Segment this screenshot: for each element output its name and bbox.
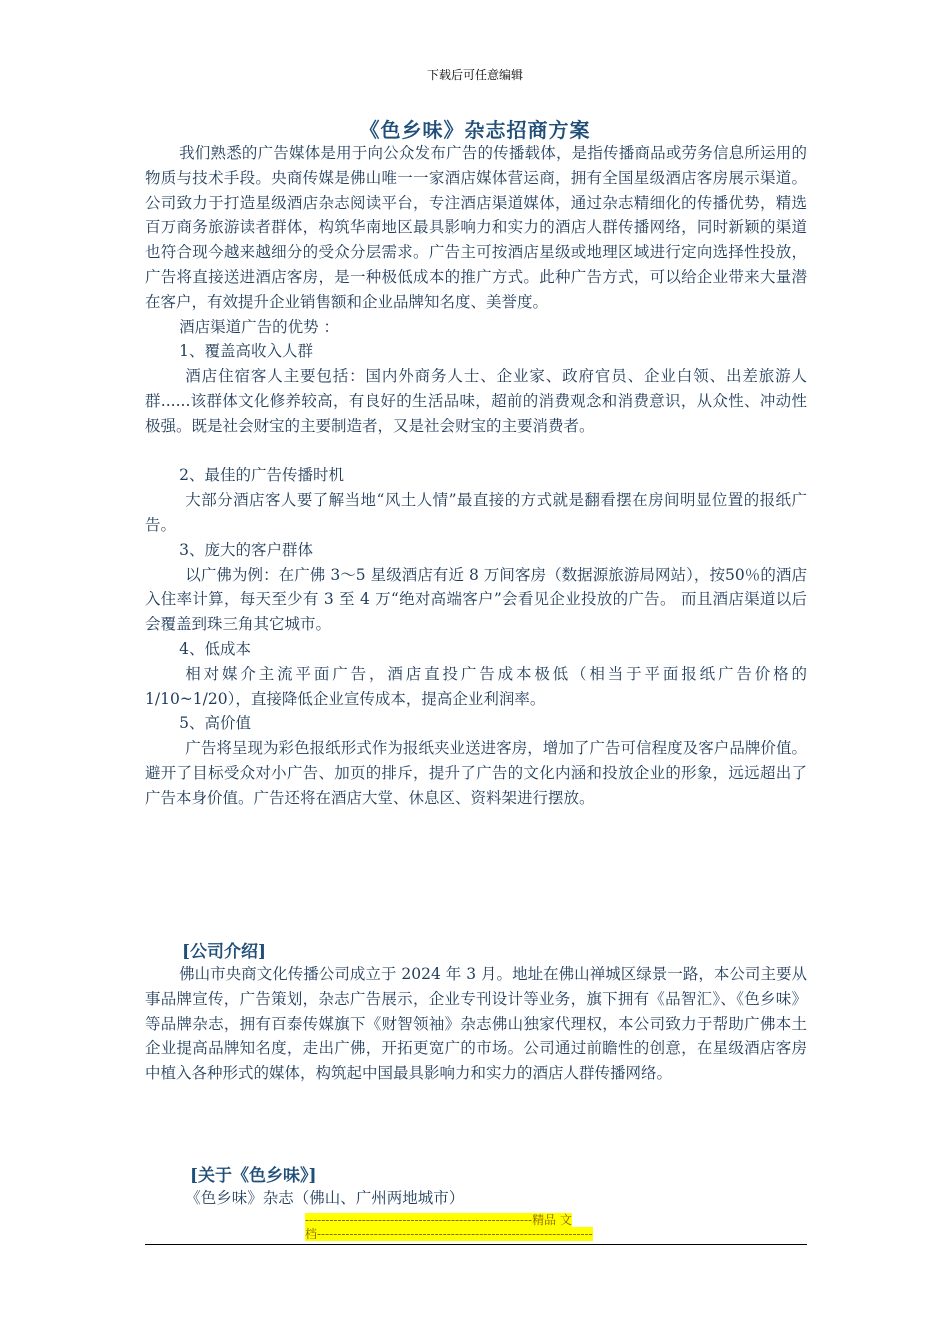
about-heading: [关于《色乡味》]: [190, 1166, 317, 1186]
item1-title: 1、覆盖高收入人群: [179, 342, 313, 361]
item5-title: 5、高价值: [179, 714, 251, 733]
item5-text: 广告将呈现为彩色报纸形式作为报纸夹业送进客房，增加了广告可信程度及客户品牌价值。避开了目标受众对小广告、加页的排斥，提升了广告的文化内涵和投放企业的形象，远远超出了广告本身价值。广告还将在酒店大堂、休息区、资料架进行摆放。: [145, 739, 807, 807]
item4-title: 4、低成本: [179, 639, 251, 658]
item1-text: 酒店住宿客人主要包括：国内外商务人士、企业家、政府官员、企业白领、出差旅游人群......该群体文化修养较高，有良好的生活品味，超前的消费观念和消费意识，从众性、冲动性极强。既是社会财宝的主要制造者，又是社会财宝的主要消费者。: [145, 367, 807, 435]
company-section: [145, 962, 807, 1086]
item3-text: 以广佛为例：在广佛 3～5 星级酒店有近 8 万间客房（数据源旅游局网站），按50％的酒店入住率计算，每天至少有 3 至 4 万“绝对高端客户”会看见企业投放的广告。 而且酒店渠道以后会覆盖到珠三角其它城市。: [145, 565, 807, 634]
item3-title: 3、庞大的客户群体: [179, 540, 313, 559]
item2-text: 大部分酒店客人要了解当地“风土人情”最直接的方式就是翻看摆在房间明显位置的报纸广告。: [145, 491, 807, 534]
advantages-title: 酒店渠道广告的优势 ：: [179, 317, 340, 336]
item2-title: 2、最佳的广告传播时机: [179, 466, 344, 485]
company-heading: [公司介绍]: [182, 942, 267, 962]
company-paragraph: 佛山市央商文化传播公司成立于 2024 年 3 月。地址在佛山禅城区绿景一路，本公司主要从事品牌宣传，广告策划，杂志广告展示，企业专刊设计等业务，旗下拥有《品智汇》、《色乡味》等品牌杂志，拥有百泰传媒旗下《财智领袖》杂志佛山独家代理权，本公司致力于帮助广佛本土企业提高品牌知名度，走出广佛，开拓更宽广的市场。公司通过前瞻性的创意，在星级酒店客房中植入各种形式的媒体，构筑起中国最具影响力和实力的酒店人群传播网络。: [145, 965, 807, 1083]
footer-mark-line1: --------------------------------------------------------精品 文: [305, 1213, 572, 1227]
footer-mark-line2: 档--------------------------------------------------------------------: [305, 1227, 593, 1241]
header-note: 下载后可任意编辑: [426, 68, 523, 82]
about-paragraph: 《色乡味》杂志（佛山、广州两地城市）: [185, 1189, 465, 1207]
item4-text: 相对媒介主流平面广告，酒店直投广告成本极低（相当于平面报纸广告价格的1/10~1/20），直接降低企业宣传成本，提高企业利润率。: [145, 664, 807, 708]
main-content: [145, 141, 807, 811]
intro-paragraph: 我们熟悉的广告媒体是用于向公众发布广告的传播载体，是指传播商品或劳务信息所运用的物质与技术手段。央商传媒是佛山唯一一家酒店媒体营运商，拥有全国星级酒店客房展示渠道。公司致力于打造星级酒店杂志阅读平台，专注酒店渠道媒体，通过杂志精细化的传播优势，精选百万商务旅游读者群体，构筑华南地区最具影响力和实力的酒店人群传播网络，同时新颖的渠道也符合现今越来越细分的受众分层需求。广告主可按酒店星级或地理区域进行定向选择性投放，广告将直接送进酒店客房，是一种极低成本的推广方式。此种广告方式，可以给企业带来大量潜在客户，有效提升企业销售额和企业品牌知名度、美誉度。: [145, 144, 807, 311]
document-title: 《色乡味》杂志招商方案: [359, 118, 591, 142]
about-section: [145, 1186, 807, 1211]
blank-line: [145, 439, 807, 464]
footer-watermark: [305, 1213, 650, 1241]
footer-divider: [145, 1244, 807, 1245]
